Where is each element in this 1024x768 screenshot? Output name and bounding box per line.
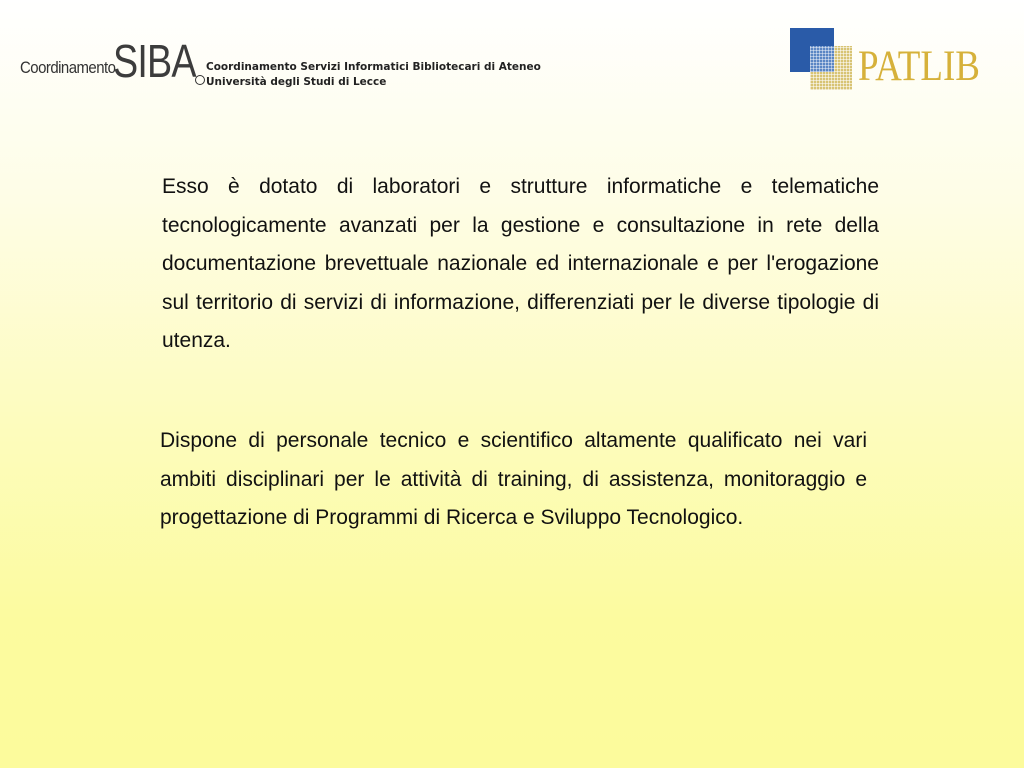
- siba-logo-big-word: SIBA: [113, 35, 196, 87]
- siba-logo-caption-line2: Università degli Studi di Lecce: [206, 76, 387, 88]
- patlib-logo: [790, 28, 1000, 92]
- siba-logo: [20, 35, 580, 90]
- paragraph-laboratories: Esso è dotato di laboratori e strutture informatiche e telematiche tecnologicamente avanzati per la gestione e consultazione in rete della documentazione brevettuale nazionale ed internazionale e per l'erogazione sul territorio di servizi di informazione, differenziati per le diverse tipologie di utenza.: [162, 175, 879, 352]
- siba-logo-mark-icon: [195, 75, 205, 85]
- siba-logo-small-word: Coordinamento: [20, 58, 116, 77]
- siba-logo-caption: [206, 60, 541, 90]
- patlib-grid-overlap-icon: [810, 46, 834, 72]
- patlib-logo-text: PATLIB: [858, 43, 980, 90]
- paragraph-personnel: Dispone di personale tecnico e scientifico altamente qualificato nei vari ambiti disciplinari per le attività di training, di assistenza, monitoraggio e progettazione di Programmi di Ricerca e Sviluppo Tecnologico.: [160, 429, 867, 529]
- siba-logo-caption-line1: Coordinamento Servizi Informatici Bibliotecari di Ateneo: [206, 61, 541, 73]
